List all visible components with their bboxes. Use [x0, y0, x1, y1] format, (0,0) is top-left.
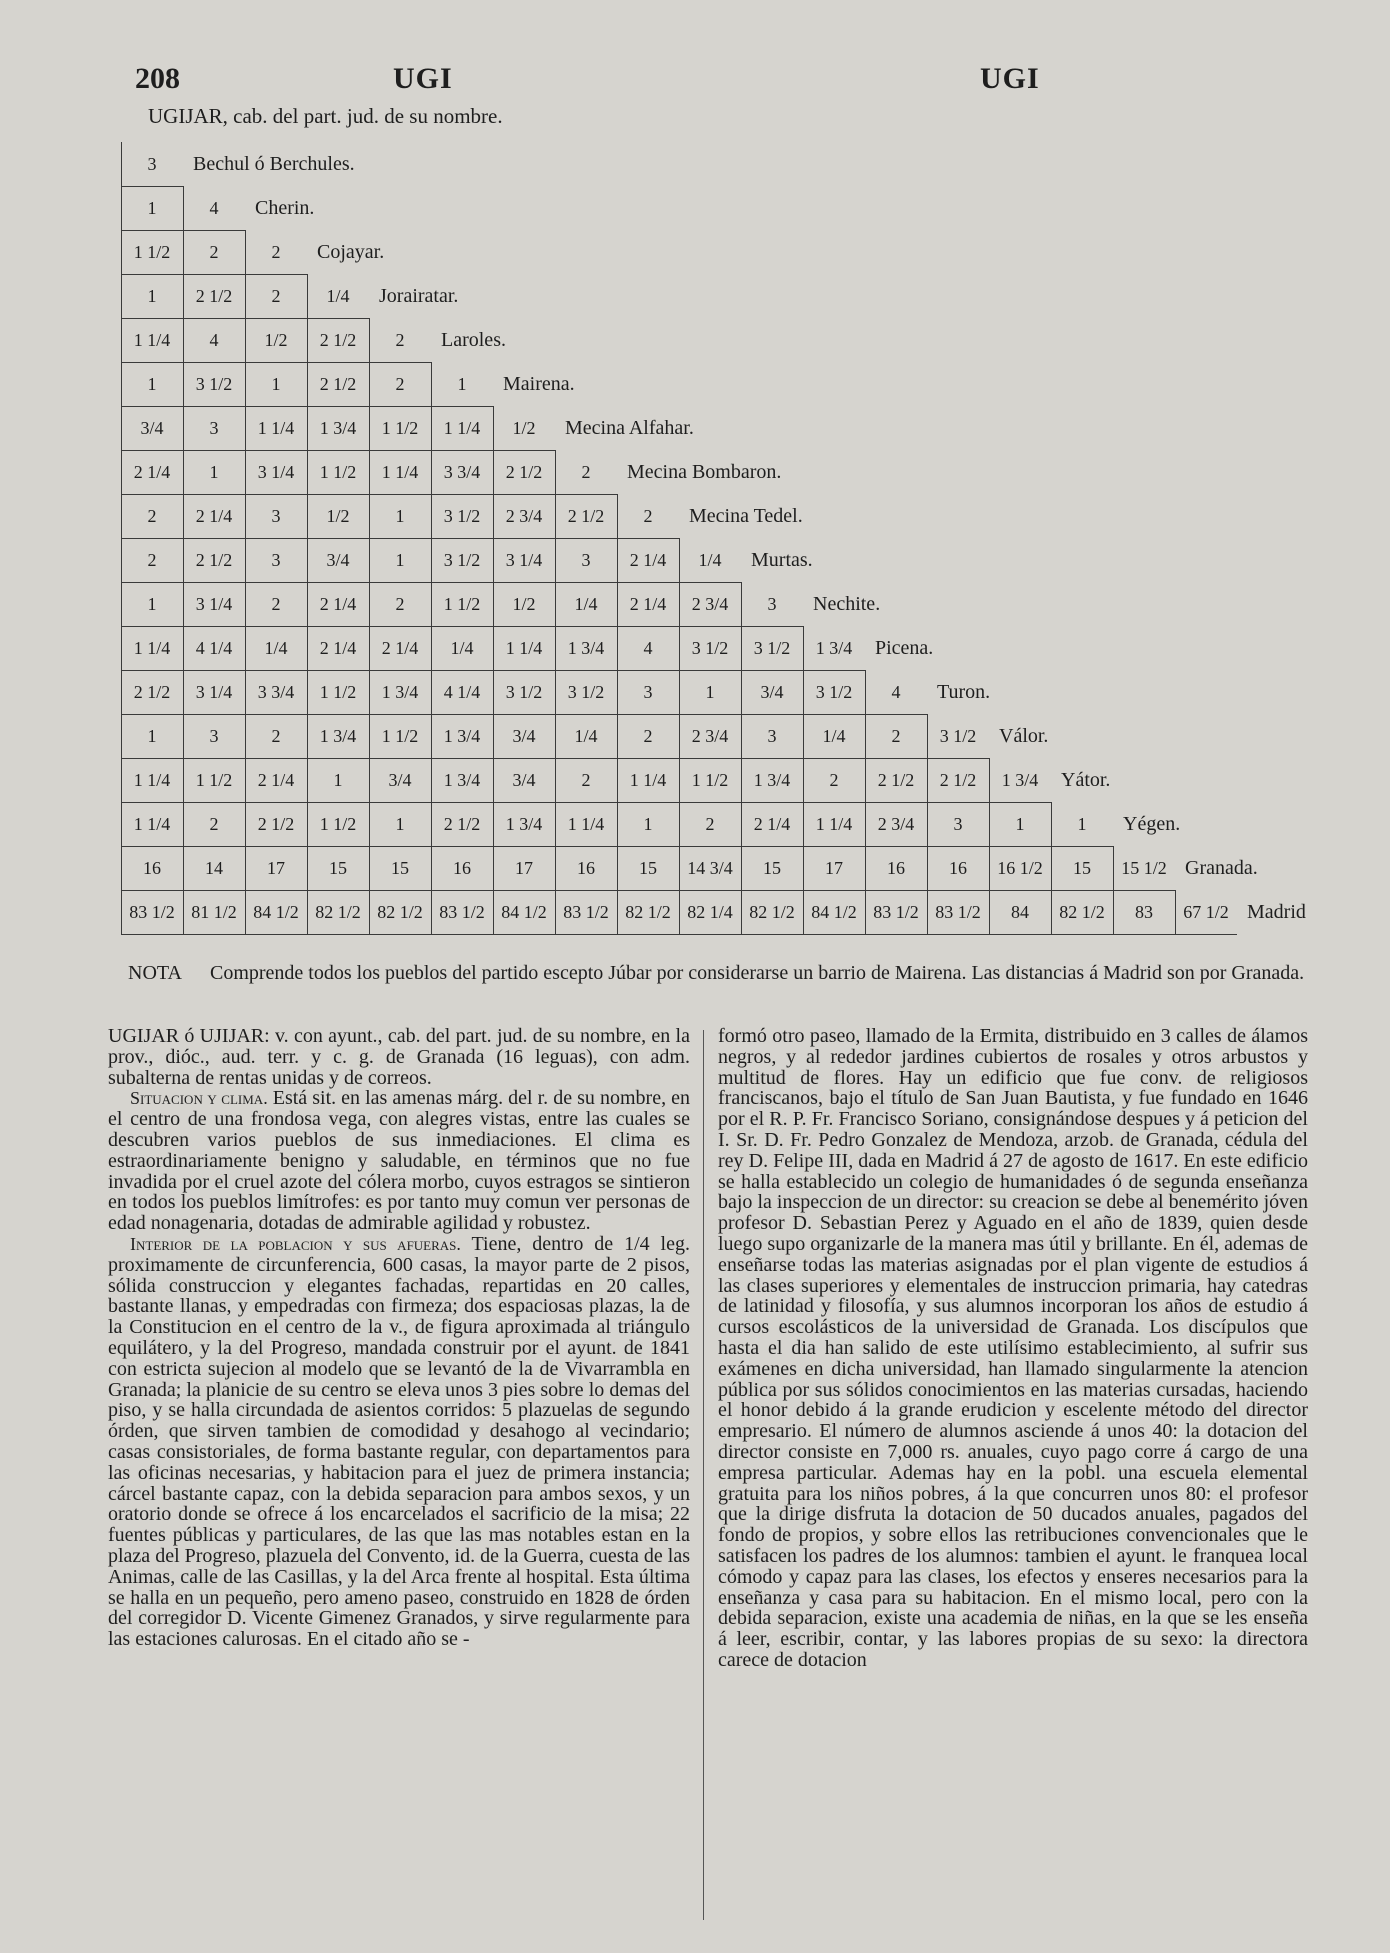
distance-cell: 1 1/4 [133, 814, 171, 834]
distance-cell: 1/2 [326, 506, 350, 526]
distance-cell: 15 [639, 858, 657, 878]
running-header [135, 62, 1040, 106]
distance-cell: 1 1/2 [381, 418, 419, 438]
distance-cell: 1/2 [512, 418, 536, 438]
distance-table [121, 142, 1321, 942]
distance-cell: 2 1/2 [505, 462, 543, 482]
distance-cell: 2 1/4 [319, 638, 357, 658]
distance-cell: 2 [395, 374, 405, 394]
table-note [128, 962, 1310, 985]
distance-cell: 2 1/2 [567, 506, 605, 526]
distance-cell: 1 3/4 [319, 418, 357, 438]
article-intro: UGIJAR ó UJIJAR: v. con ayunt., cab. del part. jud. de su nombre, en la prov., dióc., aud. terr. y c. g. de Granada (16 leguas), con adm. subalterna de rentas unidas y de correos. [108, 1025, 690, 1089]
distance-cell: 3 1/4 [195, 682, 233, 702]
distance-cell: 14 [205, 858, 223, 878]
section-text: Tiene, dentro de 1/4 leg. proximamente de circunferencia, 600 casas, la mayor parte de 2 pisos, sólida construccion y elegantes fachadas, repartidas en 20 calles, bastante llanas, y empedradas con firmeza; dos espaciosas plazas, la de la Constitucion en el centro de la v., de figura aproximada al triángulo equilátero, y la del Progreso, mandada construir por el ayunt. de 1841 con estricta sujecion al modelo que se levantó de la de Vivarrambla en Granada; la planicie de su centro se eleva unos 3 pies sobre lo demas del piso, y se halla circundada de asientos corridos: 5 plazuelas de segundo órden, que sirven tambien de comodidad y desahogo al vecindario; casas consistoriales, de forma bastante regular, con departamentos para las oficinas necesarias, y habitacion para el juez de primera instancia; cárcel bastante capaz, con la debida separacion para ambos sexos, y un oratorio donde se ofrece á los encarcelados el sacrificio de la misa; 22 fuentes públicas y particulares, de las que las mas notables estan en la plaza del Progreso, plazuela del Convento, id. de la Guerra, cuesta de las Animas, calle de las Casillas, y la del Arca frente al hospital. Esta última se halla en un pequeño, pero ameno paseo, construido en 1828 de órden del corregidor D. Vicente Gimenez Granados, y sirve regularmente para las estaciones calurosas. En el citado año se - [108, 1232, 691, 1651]
town-name: Mecina Alfahar. [565, 417, 694, 439]
distance-cell: 2 1/4 [195, 506, 233, 526]
distance-cell: 1 1/2 [443, 594, 481, 614]
distance-cell: 1 1/2 [319, 682, 357, 702]
distance-cell: 1 1/2 [133, 242, 171, 262]
section-text: formó otro paseo, llamado de la Ermita, distribuido en 3 calles de álamos negros, y al rededor jardines cubiertos de rosales y otros arbustos y multitud de flores. Hay un edificio que fue conv. de religiosos franciscanos, bajo el título de San Juan Bautista, y fue fundado en 1646 por el R. P. Fr. Francisco Soriano, consignándose despues y á peticion del I. Sr. D. Fr. Pedro Gonzalez de Mendoza, arzob. de Granada, cédula del rey D. Felipe III, dada en Madrid á 27 de agosto de 1617. En este edificio se halla establecido un colegio de humanidades ó de segunda enseñanza bajo la inspeccion de un director: su creacion se debe al benemérito jóven profesor D. Sebastian Perez y Aguado en el año de 1839, quien desde luego supo organizarle de la manera mas útil y brillante. En él, ademas de enseñarse todas las materias asignadas por el plan vigente de estudios á las clases superiores y elementales de instruccion primaria, hay catedras de latinidad y filosofía, y sus alumnos incorporan los años de estudio á cursos escolásticos de la universidad de Granada. Los discípulos que hasta el dia han salido de este utilísimo establecimiento, al sufrir sus exámenes en dicha universidad, han llamado singularmente la atencion pública por sus sólidos conocimientos en las materias cursadas, haciendo el honor debido á la grande erudicion y escelente método del director empresario. El número de alumnos asciende á unos 40: la dotacion del director consiste en 7,000 rs. anuales, cuyo pago corre á cargo de una empresa particular. Ademas hay en la pobl. una escuela elemental gratuita para los niños pobres, á la que concurren unos 80: el profesor que la dirige disfruta la dotacion de 50 ducados anuales, pagados del fondo de propios, y sobre ellos las retribuciones convencionales que le satisfacen los padres de los alumnos: tambien el ayunt. le franquea local cómodo y capaz para las clases, los efectos y enseres necesarios para la enseñanza y casa para su habitacion. En el mismo local, pero con la debida separacion, existe una academia de niñas, en la que se les enseña á leer, escribir, contar, y las labores propias de su sexo: la directora carece de dotacion [718, 1025, 1308, 1671]
distance-cell: 2 [891, 726, 901, 746]
town-name: Mecina Tedel. [689, 505, 803, 527]
distance-cell: 1 [395, 506, 405, 526]
distance-cell: 2 1/2 [133, 682, 171, 702]
distance-cell: 3 1/2 [567, 682, 605, 702]
distance-cell: 3 1/2 [443, 550, 481, 570]
distance-cell: 1/4 [450, 638, 474, 658]
distance-cell: 83 1/2 [129, 902, 175, 922]
distance-cell: 84 1/2 [811, 902, 857, 922]
distance-cell: 1/4 [264, 638, 288, 658]
distance-cell: 2 3/4 [691, 726, 729, 746]
distance-cell: 2 1/4 [753, 814, 791, 834]
distance-cell: 1 [147, 374, 157, 394]
distance-cell: 3 [271, 550, 281, 570]
distance-cell: 82 1/2 [377, 902, 423, 922]
town-name: Picena. [875, 637, 934, 659]
distance-cell: 1/4 [574, 726, 598, 746]
distance-cell: 1 [395, 814, 405, 834]
distance-cell: 2 1/2 [939, 770, 977, 790]
column-divider [703, 1030, 704, 1920]
distance-cell: 1 1/2 [195, 770, 233, 790]
distance-cell: 3 1/4 [505, 550, 543, 570]
distance-cell: 1/4 [698, 550, 722, 570]
distance-cell: 3 [209, 726, 219, 746]
distance-cell: 2 1/2 [319, 330, 357, 350]
section-heading: Interior de la poblacion y sus afueras. [130, 1233, 461, 1254]
distance-cell: 1 1/4 [443, 418, 481, 438]
distance-cell: 3 1/2 [505, 682, 543, 702]
distance-cell: 1/4 [574, 594, 598, 614]
distance-cell: 2 1/2 [877, 770, 915, 790]
town-name: Bechul ó Berchules. [193, 153, 355, 175]
distance-cell: 4 [209, 330, 219, 350]
distance-cell: 83 1/2 [439, 902, 485, 922]
distance-cell: 84 [1011, 902, 1029, 922]
distance-cell: 15 [391, 858, 409, 878]
distance-cell: 1 1/2 [319, 462, 357, 482]
distance-cell: 1 3/4 [1001, 770, 1039, 790]
distance-cell: 3 1/2 [815, 682, 853, 702]
distance-cell: 16 [577, 858, 595, 878]
town-name: Madrid [1247, 901, 1306, 923]
distance-cell: 3 [953, 814, 963, 834]
distance-cell: 3 [643, 682, 653, 702]
distance-cell: 17 [267, 858, 285, 878]
right-running-head: UGI [980, 62, 1040, 95]
distance-cell: 1 [147, 594, 157, 614]
note-label: NOTA [128, 962, 182, 984]
distance-cell: 3 [147, 154, 157, 174]
distance-cell: 1 [1015, 814, 1025, 834]
distance-cell: 3/4 [760, 682, 784, 702]
distance-cell: 1/2 [512, 594, 536, 614]
section-text: Está sit. en las amenas márg. del r. de su nombre, en el centro de una frondosa vega, con alegres vistas, entre las cuales se descubren varios pueblos de sus inmediaciones. El clima es estraordinariamente benigno y saludable, en términos que no fue invadida por el cruel azote del cólera morbo, cuyos estragos se sintieron en todos los pueblos limítrofes: es por tanto muy comun ver personas de edad nonagenaria, dotadas de admirable agilidad y robustez. [108, 1087, 690, 1235]
town-name: Cojayar. [317, 241, 385, 263]
distance-cell: 1 3/4 [567, 638, 605, 658]
distance-cell: 1 1/4 [815, 814, 853, 834]
distance-cell: 1 [457, 374, 467, 394]
distance-cell: 1 [209, 462, 219, 482]
distance-cell: 3/4 [326, 550, 350, 570]
distance-cell: 2 1/4 [629, 594, 667, 614]
distance-cell: 1 1/2 [691, 770, 729, 790]
town-name: Yátor. [1061, 769, 1111, 791]
distance-cell: 17 [825, 858, 843, 878]
distance-cell: 4 [209, 198, 219, 218]
distance-cell: 3 1/2 [753, 638, 791, 658]
distance-cell: 1 1/4 [133, 638, 171, 658]
distance-cell: 82 1/4 [687, 902, 733, 922]
table-caption: UGIJAR, cab. del part. jud. de su nombre. [148, 104, 503, 128]
distance-cell: 84 1/2 [253, 902, 299, 922]
distance-cell: 2 1/2 [319, 374, 357, 394]
distance-cell: 1 [333, 770, 343, 790]
distance-cell: 2 [147, 506, 157, 526]
article-column-right [718, 1026, 1308, 1671]
distance-cell: 1 1/2 [381, 726, 419, 746]
distance-cell: 1 1/4 [133, 330, 171, 350]
distance-cell: 1 [147, 198, 157, 218]
town-name: Granada. [1185, 857, 1258, 879]
distance-cell: 1 [395, 550, 405, 570]
distance-cell: 2 [271, 286, 281, 306]
distance-cell: 1 1/4 [257, 418, 295, 438]
town-name: Nechite. [813, 593, 881, 615]
distance-cell: 1 1/4 [629, 770, 667, 790]
town-name: Cherin. [255, 197, 315, 219]
distance-cell: 1 3/4 [381, 682, 419, 702]
distance-cell: 2 1/4 [381, 638, 419, 658]
distance-cell: 1 1/4 [567, 814, 605, 834]
distance-cell: 15 [1073, 858, 1091, 878]
distance-cell: 83 1/2 [935, 902, 981, 922]
town-name: Válor. [999, 725, 1049, 747]
distance-cell: 1/4 [326, 286, 350, 306]
distance-cell: 82 1/2 [625, 902, 671, 922]
distance-cell: 3 [209, 418, 219, 438]
distance-cell: 4 1/4 [195, 638, 233, 658]
distance-cell: 15 [763, 858, 781, 878]
distance-cell: 2 1/4 [629, 550, 667, 570]
distance-cell: 16 1/2 [997, 858, 1043, 878]
distance-cell: 3/4 [512, 770, 536, 790]
distance-cell: 1 3/4 [443, 726, 481, 746]
distance-cell: 83 1/2 [563, 902, 609, 922]
distance-cell: 4 [643, 638, 653, 658]
distance-cell: 2 [581, 770, 591, 790]
distance-cell: 1 3/4 [753, 770, 791, 790]
distance-cell: 2 1/2 [257, 814, 295, 834]
town-name: Murtas. [751, 549, 813, 571]
distance-cell: 16 [453, 858, 471, 878]
distance-cell: 3 1/2 [691, 638, 729, 658]
distance-cell: 16 [887, 858, 905, 878]
distance-cell: 2 3/4 [877, 814, 915, 834]
distance-cell: 3 1/4 [195, 594, 233, 614]
town-name: Turon. [937, 681, 991, 703]
left-running-head: UGI [393, 62, 453, 95]
town-name: Laroles. [441, 329, 506, 351]
distance-cell: 2 [271, 242, 281, 262]
distance-cell: 1/2 [264, 330, 288, 350]
distance-cell: 2 [581, 462, 591, 482]
distance-cell: 16 [143, 858, 161, 878]
distance-cell: 1 [643, 814, 653, 834]
section-interior [108, 1234, 690, 1650]
distance-cell: 4 1/4 [443, 682, 481, 702]
distance-cell: 1 [271, 374, 281, 394]
page-number: 208 [135, 62, 180, 95]
town-name: Mecina Bombaron. [627, 461, 782, 483]
distance-cell: 17 [515, 858, 533, 878]
distance-cell: 4 [891, 682, 901, 702]
distance-cell: 2 [829, 770, 839, 790]
distance-cell: 3 3/4 [443, 462, 481, 482]
section-interior-continued [718, 1026, 1308, 1671]
distance-cell: 1 [1077, 814, 1087, 834]
distance-cell: 2 1/2 [443, 814, 481, 834]
distance-cell: 3 [767, 726, 777, 746]
distance-cell: 1 3/4 [815, 638, 853, 658]
distance-cell: 3/4 [388, 770, 412, 790]
section-situacion [108, 1088, 690, 1234]
distance-cell: 2 1/2 [195, 286, 233, 306]
section-heading: Situacion y clima. [130, 1088, 268, 1109]
distance-cell: 2 1/4 [257, 770, 295, 790]
row-rule [121, 934, 1237, 935]
distance-cell: 1 [705, 682, 715, 702]
distance-cell: 2 1/2 [195, 550, 233, 570]
distance-cell: 83 1/2 [873, 902, 919, 922]
distance-cell: 3 [581, 550, 591, 570]
distance-cell: 2 [395, 330, 405, 350]
distance-cell: 2 [271, 726, 281, 746]
distance-cell: 1 1/2 [319, 814, 357, 834]
distance-cell: 81 1/2 [191, 902, 237, 922]
distance-cell: 1 1/4 [381, 462, 419, 482]
distance-cell: 15 [329, 858, 347, 878]
distance-cell: 2 1/4 [319, 594, 357, 614]
distance-cell: 3/4 [140, 418, 164, 438]
distance-cell: 3 [767, 594, 777, 614]
distance-cell: 2 3/4 [691, 594, 729, 614]
distance-cell: 83 [1135, 902, 1153, 922]
distance-cell: 2 [705, 814, 715, 834]
distance-cell: 1 1/4 [505, 638, 543, 658]
town-name: Jorairatar. [379, 285, 459, 307]
distance-cell: 2 [643, 506, 653, 526]
distance-cell: 2 [271, 594, 281, 614]
distance-cell: 3 1/2 [195, 374, 233, 394]
distance-cell: 1 1/4 [133, 770, 171, 790]
article-column-left [108, 1026, 690, 1650]
town-name: Mairena. [503, 373, 575, 395]
distance-cell: 84 1/2 [501, 902, 547, 922]
distance-cell: 3/4 [512, 726, 536, 746]
distance-cell: 2 1/4 [133, 462, 171, 482]
distance-cell: 67 1/2 [1183, 902, 1229, 922]
distance-cell: 16 [949, 858, 967, 878]
distance-cell: 1 [147, 726, 157, 746]
distance-cell: 1 3/4 [505, 814, 543, 834]
note-text: Comprende todos los pueblos del partido escepto Júbar por considerarse un barrio de Mairena. Las distancias á Madrid son por Granada. [210, 962, 1305, 984]
distance-cell: 1 3/4 [443, 770, 481, 790]
distance-cell: 1 [147, 286, 157, 306]
distance-cell: 2 [209, 242, 219, 262]
distance-cell: 3 1/4 [257, 462, 295, 482]
distance-cell: 2 3/4 [505, 506, 543, 526]
distance-cell: 2 [643, 726, 653, 746]
distance-cell: 3 3/4 [257, 682, 295, 702]
distance-cell: 2 [147, 550, 157, 570]
distance-cell: 1/4 [822, 726, 846, 746]
distance-cell: 3 1/2 [443, 506, 481, 526]
distance-cell: 82 1/2 [749, 902, 795, 922]
distance-cell: 3 [271, 506, 281, 526]
distance-cell: 15 1/2 [1121, 858, 1167, 878]
distance-cell: 82 1/2 [1059, 902, 1105, 922]
distance-cell: 2 [209, 814, 219, 834]
distance-cell: 14 3/4 [687, 858, 733, 878]
distance-cell: 1 3/4 [319, 726, 357, 746]
distance-cell: 3 1/2 [939, 726, 977, 746]
distance-cell: 82 1/2 [315, 902, 361, 922]
town-name: Yégen. [1123, 813, 1181, 835]
distance-cell: 2 [395, 594, 405, 614]
